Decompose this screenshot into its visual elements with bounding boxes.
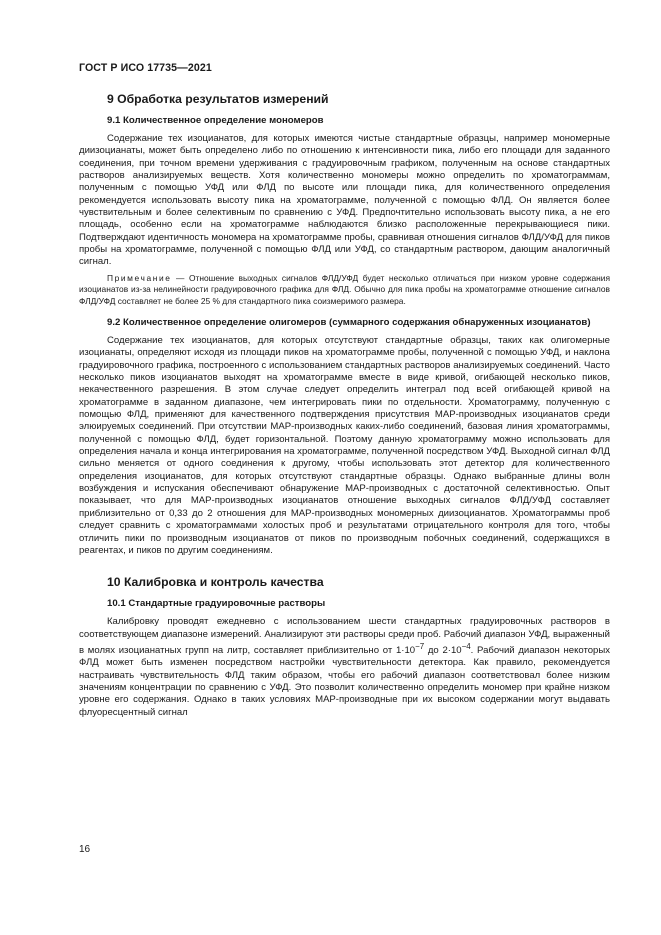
page-number: 16: [79, 844, 91, 855]
section-10: [79, 575, 610, 719]
subsection-9-2-paragraph: Содержание тех изоцианатов, для которых отсутствуют стандартные образцы, таких как олигомерные изоцианаты, определяют исходя из площади пиков на хроматограмме пробы, полученной с помощью УФД, и наклона градуировочного графика, построенного с использованием стандартных растворов анализируемых соединений. Часто несколько пиков изоцианатов выходят на хроматограмме вместе в виде кривой, огибающей несколько пиков, некачественного разрешения. В этом случае следует определить интеграл под всей огибающей кривой на хроматограмме в заданном диапазоне, чем интегрировать пики по отдельности. Хроматограмму, полученную с помощью ФЛД, применяют для качественного подтверждения присутствия МАР-производных изоцианатов среди элюируемых соединений. При отсутствии МАР-производных каких-либо соединений, базовая линия хроматограммы, полученной с помощью ФЛД, будет горизонтальной. Поэтому данную хроматограмму можно использовать для определения начала и конца интегрирования на хроматограмме, полученной посредством УФД. Выходной сигнал ФЛД сильно меняется от одного соединения к другому, чтобы использовать этот детектор для количественного определения изоцианатов, для которых отсутствуют стандартные образцы. Однако выбранные длины волн возбуждения и испускания обеспечивают обнаружение МАР-производных с достаточной селективностью. Опыт показывает, что для МАР-производных изоцианатов отношение выходных сигналов ФЛД/УФД составляет приблизительно от 0,33 до 2 отношения для МАР-производных мономерных диизоцианатов. Хроматограммы проб следует сравнить с хроматограммами холостых проб и результатами отрицательного контроля для того, чтобы отличить пики по производным изоцианатов от пиков по производным побочных соединений, содержащихся в реагентах, и пиков по другим соединениям.: [79, 335, 610, 556]
section-9: [79, 92, 610, 557]
text-part-c: . Рабочий диапазон некоторых ФЛД может быть изменен посредством настройки чувствительности детектора. Как правило, рекомендуется настраивать чувствительность ФЛД таким образом, чтобы его рабочий диапазон соответствовал более низким значениям концентрации по сравнению с УФД. Это позволит количественно определить мономер при крайне низком уровне его содержания. Однако в таких условиях МАР-производные при их высоком содержании могут выдавать флуоресцентный сигнал: [79, 645, 610, 718]
subsection-10-1-paragraph: [79, 616, 610, 719]
document-header: ГОСТ Р ИСО 17735—2021: [79, 62, 212, 74]
exponent-b: −4: [461, 641, 471, 651]
subsection-9-1-paragraph: Содержание тех изоцианатов, для которых имеются чистые стандартные образцы, например мономерные диизоцианаты, может быть определено либо по отношению к интенсивности пика, либо его площади для заданного соединения, при точном времени удерживания с градуировочным графиком, полученным на основе стандартных растворов анализируемых веществ. Хотя количественно мономеры можно определить по хроматограммам, полученным с помощью УФД или ФЛД по высоте или площади пика, для количественного определения рекомендуется использовать высоту пика на хроматограмме, полученной с помощью ФЛД. Он является более чувствительным и более селективным по сравнению с УФД. Предпочтительно использовать высоту пика, а не его площадь, особенно если на хроматограмме наблюдаются близко расположенные перекрывающиеся пики. Подтверждают идентичность мономера на хроматограмме пробы, сравнивая отношения сигналов ФЛД/УФД для пиков пробы на хроматограмме, полученной с помощью ФЛД или УФД, со стандартным раствором, дающим аналогичный сигнал.: [79, 133, 610, 268]
page-content: [79, 92, 610, 719]
text-part-a: Калибровку проводят ежедневно с использованием шести стандартных градуировочных растворов в соответствующем диапазоне измерений. Анализируют эти растворы среди проб. Рабочий диапазон УФД, выраженный в молях изоцианатных групп на литр, составляет приблизительно от 1·10: [79, 616, 610, 657]
subsection-9-2-title: 9.2 Количественное определение олигомеров (суммарного содержания обнаруженных изоцианатов): [107, 317, 591, 328]
subsection-9-1-title: 9.1 Количественное определение мономеров: [107, 115, 324, 126]
exponent-a: −7: [415, 641, 425, 651]
section-10-title: 10 Калибровка и контроль качества: [107, 575, 324, 590]
subsection-10-1-title: 10.1 Стандартные градуировочные растворы: [107, 598, 326, 610]
note-label: Примечание: [107, 272, 172, 283]
note-text: — Отношение выходных сигналов ФЛД/УФД будет несколько отличаться при низком уровне содержания изоцианатов из-за нелинейности градуировочного графика для ФЛД. Обычно для пика пробы на хроматограмме отношение сигналов ФЛД/УФД составляет не более 25 % для стандартного пика соизмеримого размера.: [79, 272, 610, 306]
note: [79, 273, 610, 307]
text-part-b: до 2·10: [424, 645, 462, 657]
section-9-title: 9 Обработка результатов измерений: [107, 92, 329, 106]
